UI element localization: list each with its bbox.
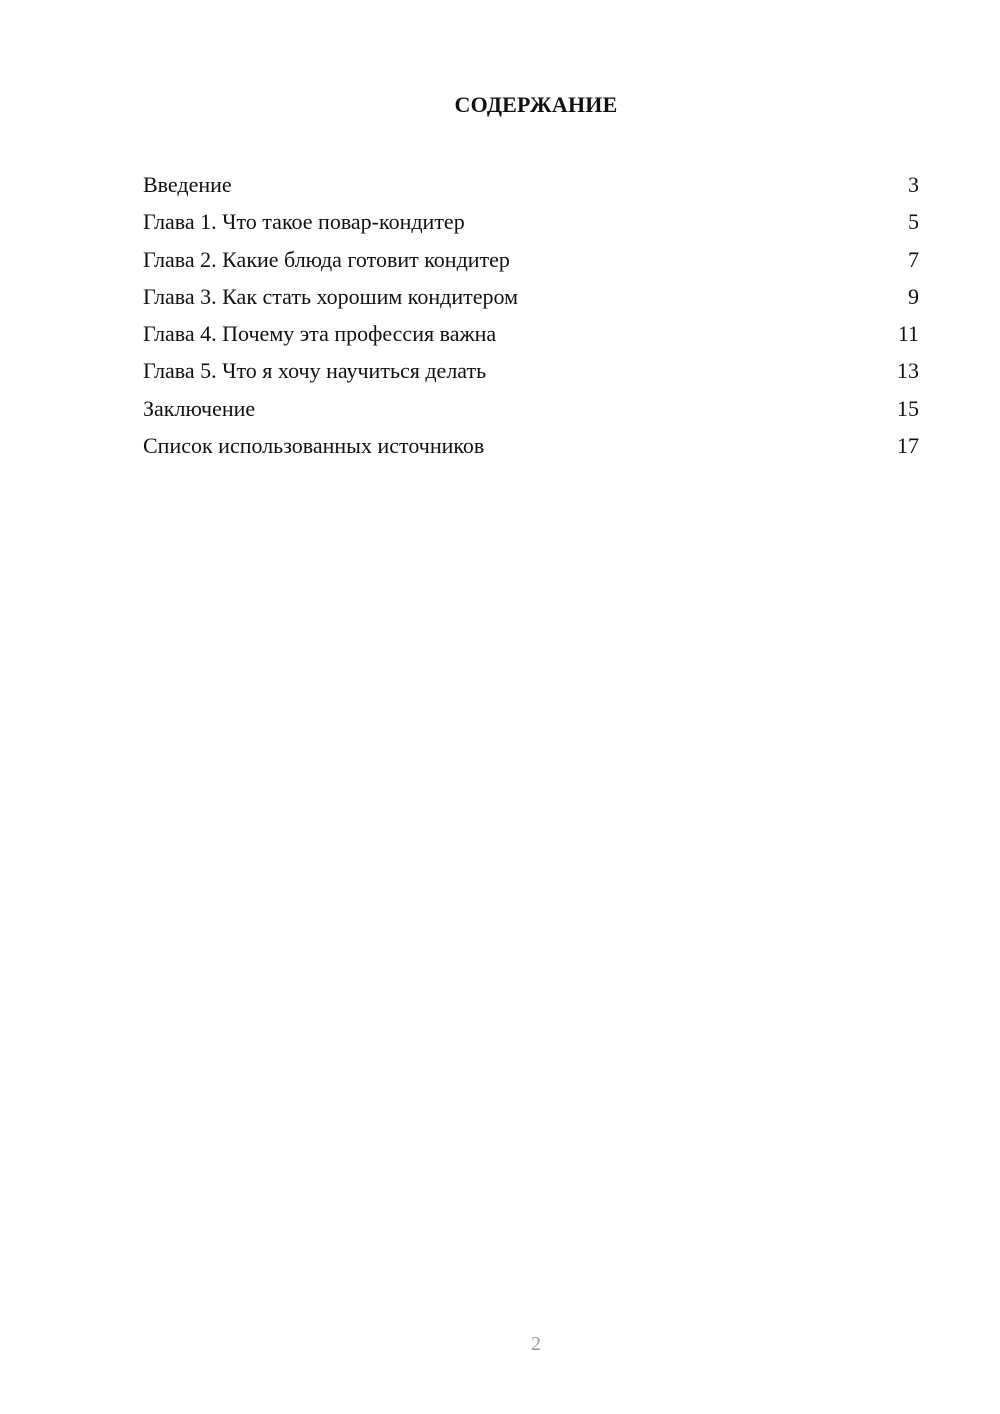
toc-entry-label: Заключение [143,395,256,421]
toc-entry-conclusion [143,392,919,429]
table-of-contents [143,168,919,466]
toc-entry-page: 11 [897,321,919,347]
toc-entry-chapter-4 [143,317,919,354]
toc-entry-page: 17 [897,433,919,459]
toc-entry-chapter-1 [143,205,919,242]
toc-entry-introduction [143,168,919,205]
toc-entry-chapter-5 [143,354,919,391]
toc-entry-label: Глава 2. Какие блюда готовит кондитер [143,246,510,272]
toc-entry-page: 15 [897,395,919,421]
toc-entry-page: 5 [908,209,919,235]
toc-entry-label: Глава 5. Что я хочу научиться делать [143,358,487,384]
toc-entry-chapter-2 [143,243,919,280]
toc-entry-chapter-3 [143,280,919,317]
toc-entry-page: 13 [897,358,919,384]
page-title: СОДЕРЖАНИЕ [454,92,618,117]
toc-entry-label: Список использованных источников [143,433,485,459]
toc-entry-page: 9 [908,283,919,309]
toc-entry-page: 3 [908,172,919,197]
toc-entry-label: Введение [143,172,232,197]
toc-entry-page: 7 [908,246,919,272]
toc-entry-label: Глава 1. Что такое повар-кондитер [143,209,465,235]
page-number: 2 [531,1333,541,1355]
toc-entry-references [143,429,919,466]
toc-entry-label: Глава 3. Как стать хорошим кондитером [143,283,518,309]
toc-entry-label: Глава 4. Почему эта профессия важна [143,321,497,347]
